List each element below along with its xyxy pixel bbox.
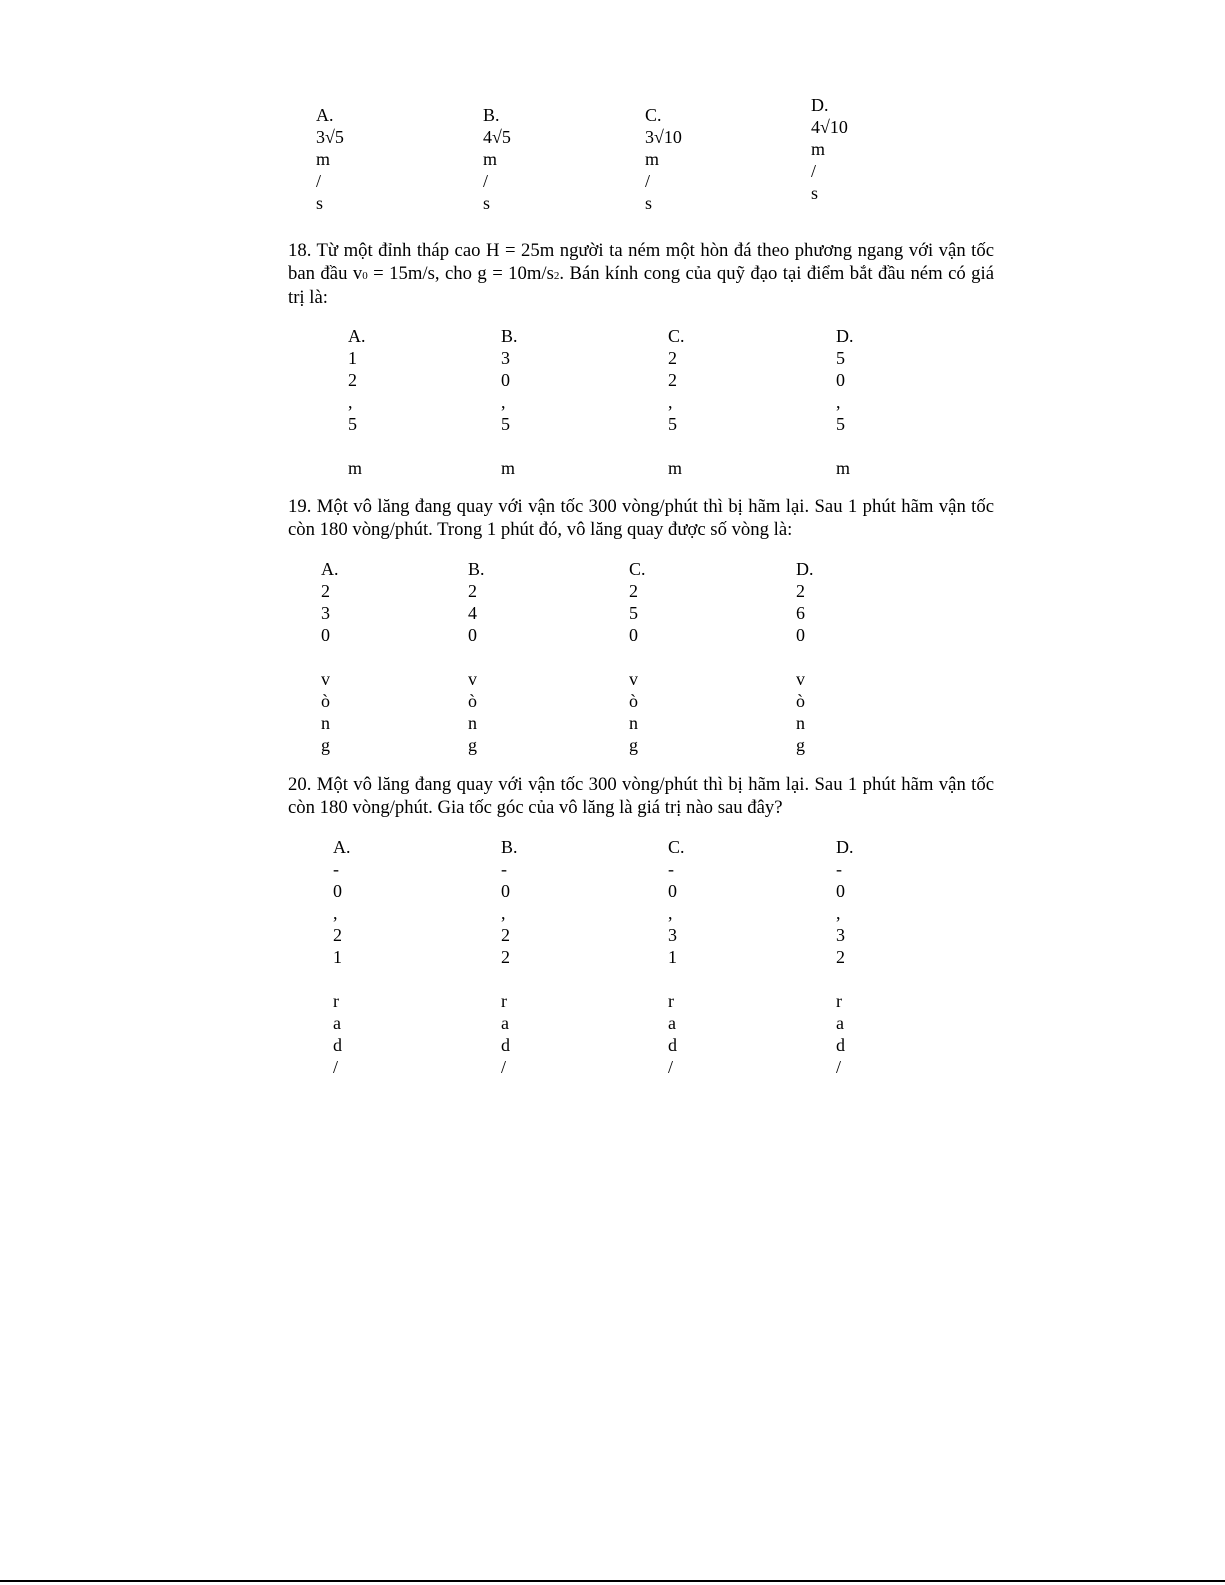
option-char: n: [321, 713, 330, 733]
option-b: [468, 558, 485, 756]
option-char: ,: [668, 392, 673, 412]
option-a: [348, 325, 366, 479]
option-d: [836, 325, 854, 479]
option-char: s: [645, 193, 653, 213]
option-label: D.: [836, 326, 854, 346]
option-char: r: [668, 991, 674, 1011]
option-d: [811, 94, 848, 204]
option-char: r: [501, 991, 507, 1011]
option-char: [796, 646, 814, 668]
option-char: [668, 435, 685, 457]
page-bottom-rule: [0, 1580, 1225, 1582]
option-char: /: [501, 1057, 507, 1077]
option-char: 1: [668, 947, 677, 967]
option-char: /: [333, 1057, 339, 1077]
option-label: A.: [321, 559, 339, 579]
option-char: g: [796, 735, 805, 755]
option-char: m: [501, 458, 516, 478]
option-char: a: [668, 1013, 676, 1033]
option-char: ò: [796, 691, 805, 711]
option-b: [501, 836, 518, 1078]
option-char: [836, 435, 854, 457]
option-char: d: [501, 1035, 510, 1055]
option-char: s: [483, 193, 491, 213]
option-char: 2: [668, 370, 677, 390]
option-char: a: [501, 1013, 509, 1033]
option-char: n: [796, 713, 805, 733]
question-20-text: 20. Một vô lăng đang quay với vận tốc 300 vòng/phút thì bị hãm lại. Sau 1 phút hãm vận tốc còn 180 vòng/phút. Gia tốc góc của vô lăng là giá trị nào sau đây?: [288, 774, 994, 818]
option-char: ,: [333, 903, 338, 923]
option-char: 2: [796, 581, 805, 601]
option-label: D.: [796, 559, 814, 579]
option-char: 0: [321, 625, 330, 645]
option-char: d: [333, 1035, 342, 1055]
option-char: 0: [796, 625, 805, 645]
option-char: 5: [836, 414, 845, 434]
option-b: [501, 325, 518, 479]
option-char: 1: [333, 947, 342, 967]
option-char: 2: [468, 581, 477, 601]
option-label: B.: [501, 326, 518, 346]
option-char: [836, 968, 854, 990]
option-label: D.: [811, 95, 829, 115]
option-char: [321, 646, 339, 668]
option-c: [668, 836, 685, 1078]
option-char: v: [796, 669, 805, 689]
option-char: 3: [668, 925, 677, 945]
option-char: r: [836, 991, 842, 1011]
option-char: 0: [333, 881, 342, 901]
option-label: B.: [501, 837, 518, 857]
option-char: [501, 435, 518, 457]
option-label: C.: [668, 326, 685, 346]
option-char: g: [321, 735, 330, 755]
option-char: 5: [629, 603, 638, 623]
option-char: 3: [501, 348, 510, 368]
option-char: 3: [836, 925, 845, 945]
option-char: 5: [836, 348, 845, 368]
option-char: 3: [321, 603, 330, 623]
option-value: 4√10: [811, 117, 848, 137]
option-char: -: [668, 859, 674, 879]
option-label: A.: [333, 837, 351, 857]
option-label: A.: [348, 326, 366, 346]
option-char: [468, 646, 485, 668]
option-char: /: [316, 171, 322, 191]
option-d: [836, 836, 854, 1078]
option-char: n: [468, 713, 477, 733]
option-c: [645, 104, 682, 214]
option-char: /: [645, 171, 651, 191]
subscript: 2: [553, 269, 560, 282]
option-char: 2: [501, 947, 510, 967]
option-char: 2: [668, 348, 677, 368]
option-char: 0: [501, 881, 510, 901]
option-char: -: [333, 859, 339, 879]
option-value: 4√5: [483, 127, 511, 147]
option-char: 0: [468, 625, 477, 645]
option-char: [333, 968, 351, 990]
option-a: [321, 558, 339, 756]
option-char: m: [836, 458, 851, 478]
option-char: s: [811, 183, 819, 203]
option-label: B.: [468, 559, 485, 579]
option-char: ,: [836, 903, 841, 923]
option-char: 4: [468, 603, 477, 623]
option-a: [333, 836, 351, 1078]
option-char: m: [316, 149, 331, 169]
option-char: -: [501, 859, 507, 879]
option-char: [501, 968, 518, 990]
option-label: B.: [483, 105, 500, 125]
option-char: /: [811, 161, 817, 181]
option-char: m: [645, 149, 660, 169]
option-char: ,: [501, 392, 506, 412]
subscript: 0: [362, 269, 368, 282]
option-char: [348, 435, 366, 457]
option-char: ,: [836, 392, 841, 412]
option-char: ,: [501, 903, 506, 923]
option-char: 5: [501, 414, 510, 434]
option-char: 0: [836, 370, 845, 390]
option-char: /: [836, 1057, 842, 1077]
option-label: C.: [668, 837, 685, 857]
option-label: C.: [645, 105, 662, 125]
option-char: 0: [501, 370, 510, 390]
option-char: ò: [629, 691, 638, 711]
option-char: v: [629, 669, 638, 689]
option-char: m: [348, 458, 363, 478]
question-19-text: 19. Một vô lăng đang quay với vận tốc 300 vòng/phút thì bị hãm lại. Sau 1 phút hãm vận tốc còn 180 vòng/phút. Trong 1 phút đó, vô lăng quay được số vòng là:: [288, 496, 994, 540]
option-char: 2: [321, 581, 330, 601]
option-char: ò: [468, 691, 477, 711]
option-char: 6: [796, 603, 805, 623]
option-char: g: [468, 735, 477, 755]
option-char: 2: [501, 925, 510, 945]
option-value: 3√5: [316, 127, 344, 147]
option-char: /: [668, 1057, 674, 1077]
option-char: 0: [668, 881, 677, 901]
option-b: [483, 104, 511, 214]
option-value: 3√10: [645, 127, 682, 147]
question-18-text: 18. Từ một đỉnh tháp cao H = 25m người ta ném một hòn đá theo phương ngang với vận tốc ban đầu v0 = 15m/s, cho g = 10m/s2. Bán kính cong của quỹ đạo tại điểm bắt đầu ném có giá trị là:: [288, 240, 994, 308]
option-char: m: [668, 458, 683, 478]
option-char: 5: [348, 414, 357, 434]
option-char: /: [483, 171, 489, 191]
option-char: d: [836, 1035, 845, 1055]
option-char: [629, 646, 646, 668]
option-char: g: [629, 735, 638, 755]
option-char: [668, 968, 685, 990]
option-char: 2: [629, 581, 638, 601]
option-char: ò: [321, 691, 330, 711]
option-char: 1: [348, 348, 357, 368]
option-char: a: [836, 1013, 844, 1033]
option-char: 2: [333, 925, 342, 945]
option-char: ,: [348, 392, 353, 412]
option-char: n: [629, 713, 638, 733]
option-c: [668, 325, 685, 479]
option-char: a: [333, 1013, 341, 1033]
option-char: -: [836, 859, 842, 879]
option-char: m: [811, 139, 826, 159]
option-char: d: [668, 1035, 677, 1055]
option-char: r: [333, 991, 339, 1011]
option-char: s: [316, 193, 324, 213]
option-char: v: [468, 669, 477, 689]
option-char: ,: [668, 903, 673, 923]
option-c: [629, 558, 646, 756]
option-char: 5: [668, 414, 677, 434]
option-label: C.: [629, 559, 646, 579]
option-char: m: [483, 149, 498, 169]
option-char: 2: [836, 947, 845, 967]
option-label: D.: [836, 837, 854, 857]
option-label: A.: [316, 105, 334, 125]
option-char: 0: [629, 625, 638, 645]
option-d: [796, 558, 814, 756]
option-char: v: [321, 669, 330, 689]
option-char: 2: [348, 370, 357, 390]
option-char: 0: [836, 881, 845, 901]
option-a: [316, 104, 344, 214]
